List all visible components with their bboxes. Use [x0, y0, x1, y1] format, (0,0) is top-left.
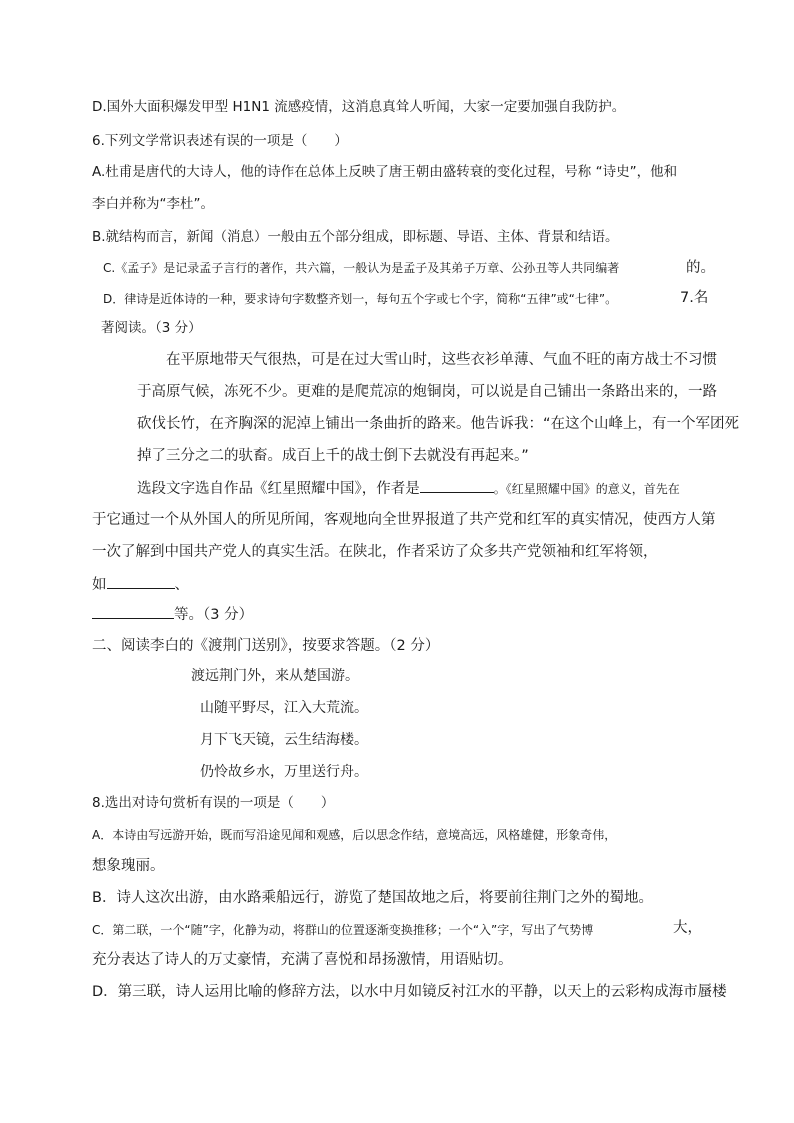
q8-option-d: D．第三联，诗人运用比喻的修辞方法，以水中月如镜反衬江水的平静，以天上的云彩构成海市蜃楼	[92, 984, 727, 1000]
q6-option-a-line2: 李白并称为“李杜”。	[92, 196, 214, 212]
q7-line-2: 于它通过一个从外国人的所见所闻，客观地向全世界报道了共产党和红军的真实情况，使西方人第	[92, 512, 716, 528]
q7-line-3: 一次了解到中国共产党人的真实生活。在陕北，作者采访了众多共产党领袖和红军将领，	[92, 544, 658, 560]
q8-option-c-line2: 充分表达了诗人的万丈豪情，充满了喜悦和昂扬激情，用语贴切。	[92, 952, 513, 968]
q8-option-b: B．诗人这次出游，由水路乘船远行，游览了楚国故地之后，将要前往荆门之外的蜀地。	[92, 890, 653, 906]
excerpt-line-2: 于高原气候，冻死不少。更难的是爬荒凉的炮铜岗，可以说是自己铺出一条路出来的，一路	[137, 384, 717, 400]
question-7-number: 7.名	[680, 290, 709, 306]
option-d-text: D.国外大面积爆发甲型 H1N1 流感疫情，这消息真耸人听闻，大家一定要加强自我防护。	[92, 99, 626, 115]
q7-end: 等。（3 分）	[174, 607, 254, 623]
q6-option-c-end: 的。	[686, 260, 715, 276]
q6-option-d: D．律诗是近体诗的一种，要求诗句字数整齐划一，每句五个字或七个字，简称“五律”或“七律”。	[103, 292, 618, 306]
q6-option-a-line1: A.杜甫是唐代的大诗人，他的诗作在总体上反映了唐王朝由盛转衰的变化过程，号称 “诗史”，他和	[92, 164, 678, 180]
question-8-stem: 8.选出对诗句赏析有误的一项是（ ）	[92, 795, 335, 811]
q8-option-c-end: 大，	[673, 920, 702, 936]
q6-option-b: B.就结构而言，新闻（消息）一般由五个部分组成，即标题、导语、主体、背景和结语。	[92, 229, 619, 245]
q7-comma: 、	[174, 577, 189, 593]
excerpt-line-4: 掉了三分之二的驮畜。成百上千的战士倒下去就没有再起来。”	[137, 448, 529, 464]
q7-line-5	[92, 604, 253, 625]
section-2-heading: 二、阅读李白的《渡荆门送别》，按要求答题。（2 分）	[92, 638, 440, 654]
q7-line-4	[92, 574, 189, 595]
excerpt-line-3: 砍伐长竹，在齐胸深的泥淖上铺出一条曲折的路来。他告诉我：“在这个山峰上，有一个军团死	[137, 416, 740, 432]
q7-fill-line-1	[137, 478, 680, 499]
poem-line-4: 仍怜故乡水，万里送行舟。	[200, 764, 368, 780]
q7-ru: 如	[92, 577, 107, 593]
poem-line-3: 月下飞天镜，云生结海楼。	[200, 732, 368, 748]
leader-blank-2[interactable]	[92, 604, 174, 619]
q7-text-b: 。《红星照耀中国》的意义，首先在	[493, 482, 680, 496]
question-7-stem: 著阅读。（3 分）	[101, 320, 202, 336]
q8-option-c-line1: C．第二联，一个“随”字，化静为动，将群山的位置逐渐变换推移；一个“入”字，写出了气势博	[92, 923, 594, 937]
question-6-stem: 6.下列文学常识表述有误的一项是（ ）	[92, 133, 348, 149]
q6-option-c: C.《孟子》是记录孟子言行的著作，共六篇，一般认为是孟子及其弟子万章、公孙丑等人共同编著	[103, 261, 620, 275]
poem-line-2: 山随平野尽，江入大荒流。	[200, 700, 368, 716]
q7-text-a: 选段文字选自作品《红星照耀中国》，作者是	[137, 481, 420, 497]
excerpt-line-1: 在平原地带天气很热，可是在过大雪山时，这些衣衫单薄、气血不旺的南方战士不习惯	[166, 352, 717, 368]
leader-blank-1[interactable]	[107, 574, 175, 589]
q8-option-a-line2: 想象瑰丽。	[92, 858, 165, 874]
q8-option-a-line1: A．本诗由写远游开始，既而写沿途见闻和观感，后以思念作结，意境高远，风格雄健，形象奇伟，	[92, 828, 617, 842]
author-blank[interactable]	[420, 478, 494, 493]
poem-line-1: 渡远荆门外，来从楚国游。	[191, 668, 359, 684]
